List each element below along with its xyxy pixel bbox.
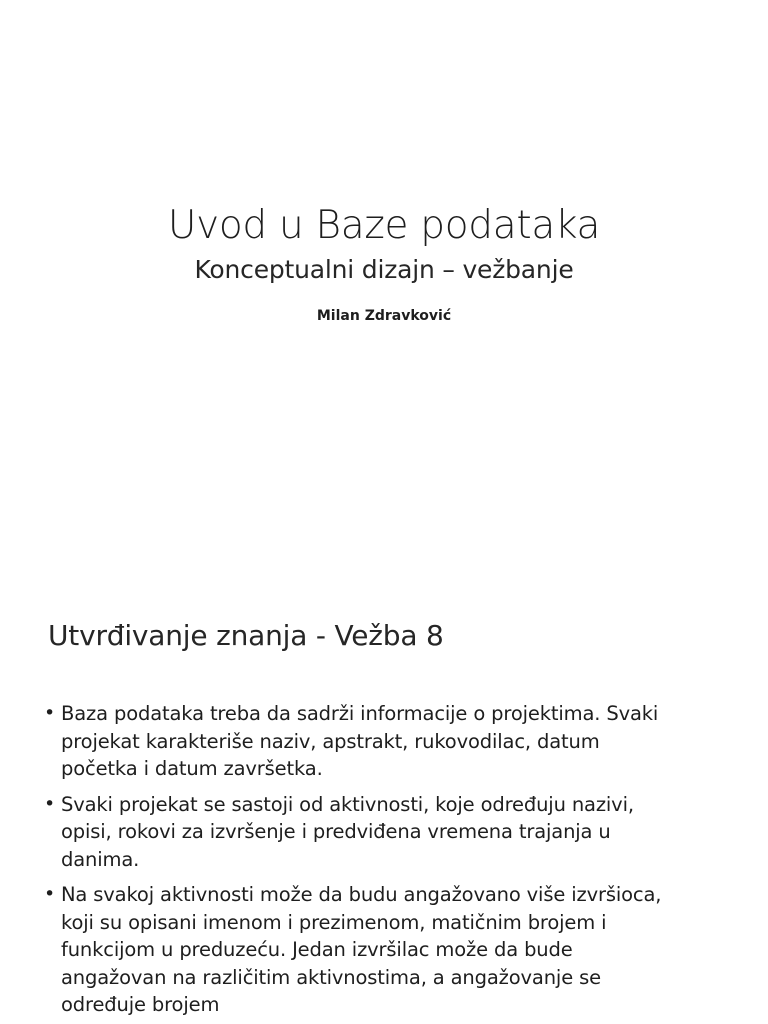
list-item — [44, 881, 664, 1019]
list-item — [44, 791, 664, 874]
bullet-icon: • — [44, 702, 56, 724]
bullet-text: Baza podataka treba da sadrži informacije o projektima. Svaki projekat karakteriše naziv, apstrakt, rukovodilac, datum početka i datum završetka. — [61, 702, 659, 780]
exercise-slide — [0, 576, 768, 1024]
bullet-text: Svaki projekat se sastoji od aktivnosti, koje određuju nazivi, opisi, rokovi za izvršenje i predviđena vremena trajanja u danima. — [61, 792, 634, 871]
presentation-title: Uvod u Baze podataka — [167, 203, 601, 248]
author-name: Milan Zdravković — [316, 308, 452, 324]
presentation-subtitle: Konceptualni dizajn – vežbanje — [194, 255, 574, 284]
bullet-icon: • — [44, 792, 56, 815]
bullet-text: Na svakoj aktivnosti može da budu angažovano više izvršioca, koji su opisani imenom i prezimenom, matičnim brojem i funkcijom u preduzeću. Jedan izvršilac može da bude angažovan na različitim aktivnostima, a angažovanje se određuje brojem — [61, 883, 662, 1016]
list-item — [44, 700, 664, 783]
bullet-icon: • — [44, 883, 56, 905]
requirements-list — [44, 700, 664, 1024]
exercise-heading: Utvrđivanje znanja - Vežba 8 — [48, 619, 444, 652]
